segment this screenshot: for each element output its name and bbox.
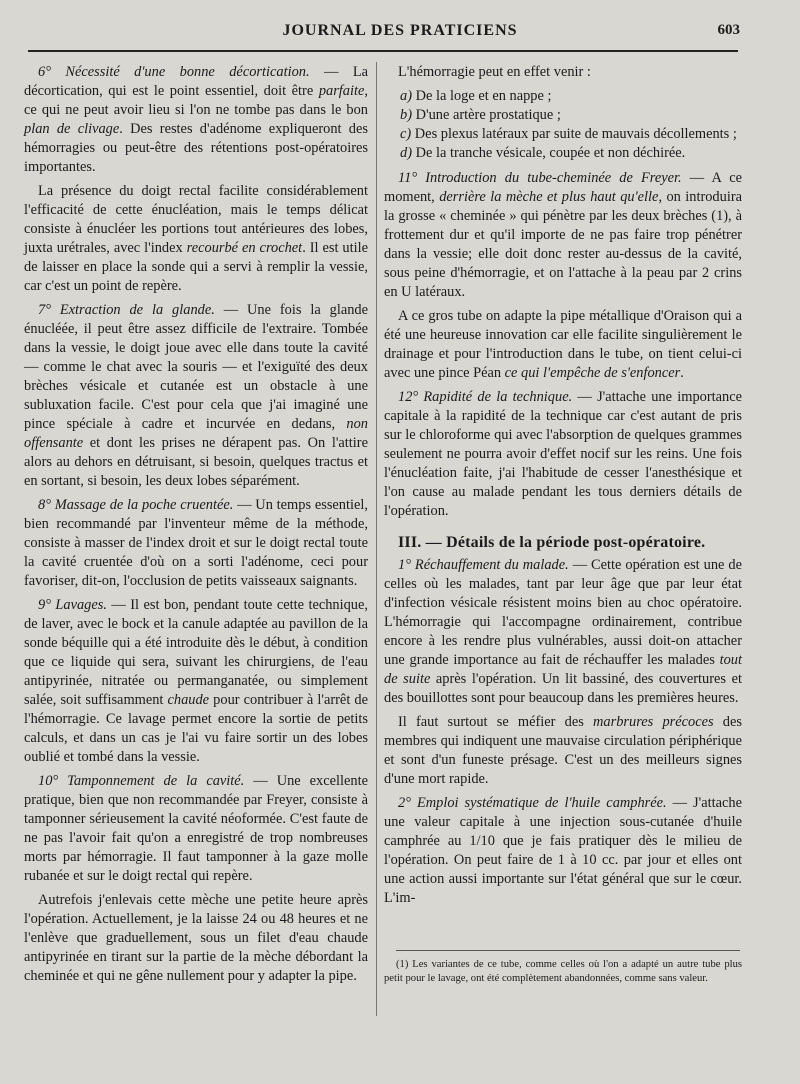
paragraph-text: , ce qui ne peut avoir lieu si l'on ne tombe pas dans le bon bbox=[24, 83, 368, 118]
paragraph-text: — La décortication, qui est le point essentiel, doit être bbox=[24, 64, 369, 99]
paragraph-10b bbox=[24, 891, 368, 986]
page-number: 603 bbox=[717, 22, 740, 38]
emphasis: parfaite bbox=[318, 83, 365, 99]
paragraph-text: , on introduira la grosse « cheminée » qui pénètre par les deux brèches (1), à frottement dur et qu'il importe de ne pas faire trop pénétrer dans la vessie; elle doit donc rester au-dessus de la cavité, sous peine d'hémorragie, et on l'attache à la peau par 2 crins en U latéraux. bbox=[384, 189, 743, 300]
paragraph-s2 bbox=[384, 794, 742, 908]
header-rule bbox=[28, 50, 738, 52]
paragraph-6b bbox=[24, 182, 368, 296]
paragraph-text: — Une fois la glande énucléée, il peut être assez difficile de l'extraire. Tombée dans la vessie, le doigt joue avec elle dans toute la cavité — comme le chat avec la souris — et l'exiguïté des deux brèches vésicale et cutanée est un obstacle à une subluxation facile. C'est pour cela que j'ai imaginé une pince spéciale à cadre et incurvée en dedans, bbox=[24, 302, 368, 432]
emphasis: tout de suite bbox=[384, 652, 742, 687]
paragraph-12 bbox=[384, 388, 742, 521]
emphasis: recourbé en crochet bbox=[186, 240, 303, 256]
paragraph-text: pour contribuer à l'arrêt de l'hémorragie. Ce lavage permet encore la sortie de petits calculs, et dans un cas je l'ai vu faire sortir un des lobes oublié et tombé dans la vessie. bbox=[24, 692, 368, 765]
paragraph-text: A ce gros tube on adapte la pipe métallique d'Oraison qui a été une heureuse innovation car elle facilite singulièrement le drainage et pour l'introduction dans le tube, on tient celui-ci avec une pince Péan bbox=[384, 308, 742, 381]
paragraph-s1 bbox=[384, 556, 742, 708]
paragraph-11b bbox=[384, 307, 742, 383]
paragraph-11 bbox=[384, 169, 742, 302]
paragraph-text: des membres qui indiquent une mauvaise circulation périphérique et sont d'un funeste présage. C'est un des meilleurs signes d'une mort rapide. bbox=[384, 714, 742, 787]
paragraph-text: Autrefois j'enlevais cette mèche une petite heure après l'opération. Actuellement, je la laisse 24 ou 48 heures et ne l'enlève que graduellement, sous un filet d'eau chaude antipyrinée en tirant sur la partie de la mèche débordant la cheminée et qui ne gêne nullement pour y adapter la pipe. bbox=[24, 892, 368, 984]
list-item bbox=[384, 144, 742, 163]
paragraph-8 bbox=[24, 496, 368, 591]
section-heading: III. — Détails de la période post-opératoire. bbox=[398, 534, 706, 551]
paragraph-text: — A ce moment, bbox=[384, 170, 743, 205]
paragraph-text: après l'opération. Un lit bassiné, des couvertures et des bouillottes sont pour beaucoup dans les premières heures. bbox=[384, 671, 742, 706]
paragraph-7 bbox=[24, 301, 368, 491]
emphasis: derrière la mèche et plus haut qu'elle bbox=[439, 189, 659, 205]
paragraph-title: 2° Emploi systématique de l'huile camphrée. bbox=[398, 795, 667, 811]
paragraph-text: — J'attache une importance capitale à la rapidité de la technique car c'est autant de pris sur le chloroforme qui avec l'absorption de quelques grammes seulement ne pourra avoir d'effet nocif sur les reins. Une fois l'énucléation faite, j'ai l'habitude de cesser l'anesthésique et l'on cause au malade pendant les tous derniers détails de l'opération. bbox=[384, 389, 742, 519]
paragraph-9 bbox=[24, 596, 368, 767]
paragraph-10 bbox=[24, 772, 368, 886]
list-text: D'une artère prostatique ; bbox=[412, 107, 561, 123]
running-head bbox=[0, 22, 800, 46]
right-column bbox=[384, 63, 742, 913]
list-intro: L'hémorragie peut en effet venir : bbox=[398, 64, 591, 80]
paragraph-title: 7° Extraction de la glande. bbox=[38, 302, 215, 318]
paragraph-6 bbox=[24, 63, 368, 177]
paragraph-text: . bbox=[680, 365, 684, 381]
paragraph-text: . Des restes d'adénome expliqueront des hémorragies ou peut-être des rétentions post-opératoires importantes. bbox=[24, 121, 368, 175]
paragraph-title: 10° Tamponnement de la cavité. bbox=[38, 773, 245, 789]
list-item bbox=[384, 106, 742, 125]
paragraph-text: — Un temps essentiel, bien recommandé par l'inventeur même de la méthode, consiste à masser de l'index droit et sur le doigt rectal toute la cavité cruentée d'où on a sorti l'adénome, ceci pour favoriser, dit-on, l'occlusion de petits vaisseaux saignants. bbox=[24, 497, 368, 589]
paragraph-title: 9° Lavages. bbox=[38, 597, 107, 613]
footnote bbox=[384, 958, 742, 985]
paragraph-s1b bbox=[384, 713, 742, 789]
journal-title: JOURNAL DES PRATICIENS bbox=[282, 22, 518, 39]
emphasis: chaude bbox=[167, 692, 210, 708]
paragraph-text: — Une excellente pratique, bien que non recommandée par Freyer, consiste à tamponner sérieusement la cavité néoformée. C'est faute de ne pas l'avoir fait qu'on a enregistré de trop nombreuses morts par hémorragie. Il faut tamponner à la gaze molle rubanée et sur le doigt rectal qui repère. bbox=[24, 773, 368, 884]
left-column bbox=[24, 63, 368, 991]
paragraph-text: . Il est utile de laisser en place la sonde qui a servi à remplir la vessie, car c'est un point de repère. bbox=[24, 240, 368, 294]
emphasis: marbrures précoces bbox=[593, 714, 714, 730]
emphasis: plan de clivage bbox=[24, 121, 120, 137]
paragraph-text: — Il est bon, pendant toute cette technique, de laver, avec le bock et la canule adaptée au pavillon de la sonde béquille qui a été introduite dès le début, à condition que ce liquide qui sera, suivant les chirurgiens, de l'eau antipyrinée, nitratée ou permanganatée, ou simplement salée, soit suffisamment bbox=[24, 597, 368, 708]
paragraph-text: La présence du doigt rectal facilite considérablement l'efficacité de cette énucléation, mais le temps délicat consiste à énucléer les portions tout antérieures des lobes, juxta urétrales, avec l'index bbox=[24, 183, 368, 256]
column-divider bbox=[376, 62, 377, 1016]
paragraph-title: 8° Massage de la poche cruentée. bbox=[38, 497, 234, 513]
list-item bbox=[384, 125, 742, 144]
list-text: De la loge et en nappe ; bbox=[412, 88, 552, 104]
list-text: De la tranche vésicale, coupée et non déchirée. bbox=[412, 145, 686, 161]
paragraph-text: Il faut surtout se méfier des bbox=[398, 714, 594, 730]
paragraph-title: 11° Introduction du tube-cheminée de Freyer. bbox=[398, 170, 682, 186]
list-marker: b) bbox=[400, 107, 412, 123]
footnote-text: (1) Les variantes de ce tube, comme celles où l'on a adapté un autre tube plus petit pour le lavage, ont été complètement abandonnées, comme sans valeur. bbox=[384, 959, 742, 984]
paragraph-text: — J'attache une valeur capitale à une injection sous-cutanée d'huile camphrée au 1/10 que je fais pratiquer dès le milieu de l'opération. On peut faire de 1 à 10 cc. par jour et elles ont une action aussi importante sur l'état général que sur le cœur. L'im- bbox=[384, 795, 742, 906]
emphasis: ce qui l'empêche de s'enfoncer bbox=[504, 365, 681, 381]
list-marker: c) bbox=[400, 126, 412, 142]
list-marker: a) bbox=[400, 88, 412, 104]
paragraph-title: 1° Réchauffement du malade. bbox=[398, 557, 569, 573]
footnote-rule bbox=[396, 950, 740, 951]
paragraph-title: 12° Rapidité de la technique. bbox=[398, 389, 573, 405]
emphasis: non offensante bbox=[24, 416, 368, 451]
paragraph-title: 6° Nécessité d'une bonne décortication. bbox=[38, 64, 310, 80]
list-item bbox=[384, 87, 742, 106]
paragraph-text: — Cette opération est une de celles où les malades, tant par leur âge que par leur état d'infection vésicale résistent moins bien au choc opératoire. L'hémorragie qui l'accompagne ordinairement, contribue encore à les rendre plus vulnérables, aussi doit-on attacher une grande importance au fait de réchauffer les malades bbox=[384, 557, 742, 668]
list-text: Des plexus latéraux par suite de mauvais décollements ; bbox=[411, 126, 737, 142]
paragraph-text: et dont les prises ne dérapent pas. On l'attire alors au dehors en détruisant, si besoin, quelques tractus et en sortant, si besoin, les deux lobes séparément. bbox=[24, 435, 368, 489]
list-marker: d) bbox=[400, 145, 412, 161]
